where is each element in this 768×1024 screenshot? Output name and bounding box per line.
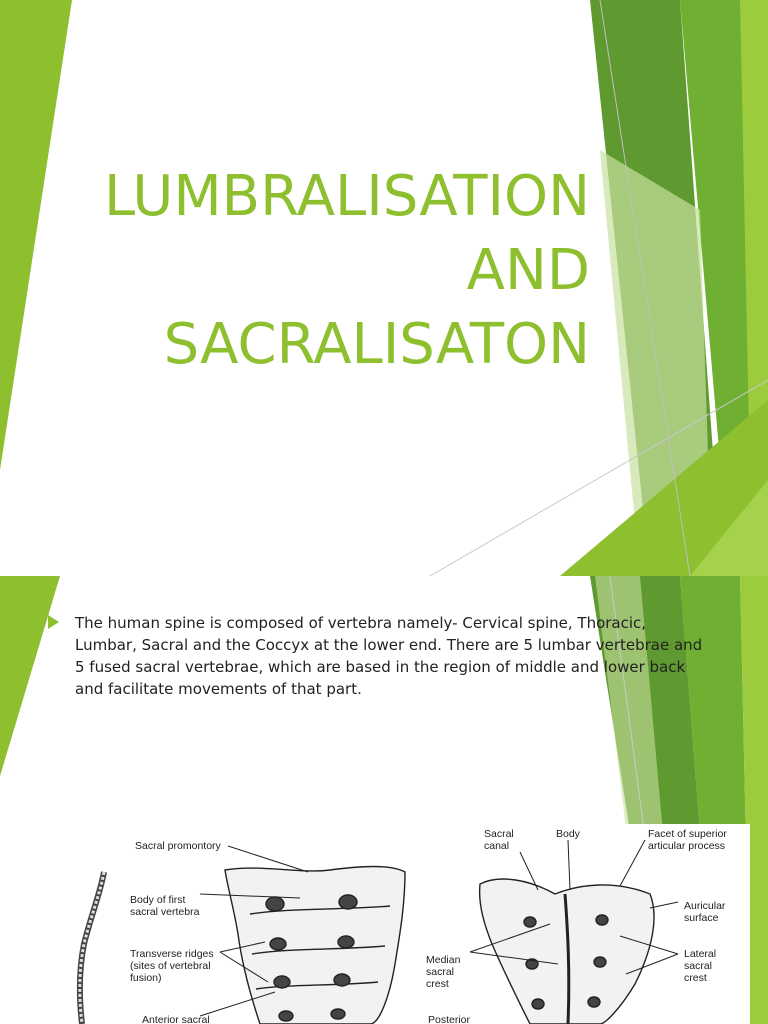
sacrum-drawings	[60, 824, 750, 1024]
label-lateral-sacral-crest: Lateral sacral crest	[684, 948, 717, 984]
label-median-sacral-crest: Median sacral crest	[426, 954, 461, 990]
title-line-1: LUMBRALISATION	[103, 164, 590, 229]
label-sacral-canal: Sacral canal	[484, 828, 514, 852]
label-posterior: Posterior	[428, 1014, 471, 1024]
label-facet-superior-articular-process: Facet of superior articular process	[648, 828, 727, 852]
bullet-item	[48, 612, 708, 700]
left-green-band	[0, 0, 72, 470]
label-body-first-sacral-vertebra: Body of first sacral vertebra	[130, 894, 200, 918]
label-auricular-surface: Auricular surface	[684, 900, 726, 924]
slide-title	[104, 160, 590, 382]
green-triangle-bullet-icon	[48, 615, 59, 629]
title-line-2: AND	[466, 238, 590, 303]
bullet-text: The human spine is composed of vertebra namely- Cervical spine, Thoracic, Lumbar, Sacral and the Coccyx at the lower end. There are 5 lumbar vertebrae and 5 fused sacral vertebrae, which are based in the region of middle and lower back and facilitate movements of that part.	[75, 614, 703, 698]
label-anterior-sacral: Anterior sacral	[142, 1014, 210, 1024]
label-transverse-ridges: Transverse ridges (sites of vertebral fusion)	[130, 948, 214, 984]
content-slide	[0, 576, 768, 1024]
sacrum-figure	[60, 824, 750, 1024]
title-line-3: SACRALISATON	[163, 312, 590, 377]
label-body: Body	[556, 828, 580, 840]
label-sacral-promontory: Sacral promontory	[135, 840, 221, 852]
